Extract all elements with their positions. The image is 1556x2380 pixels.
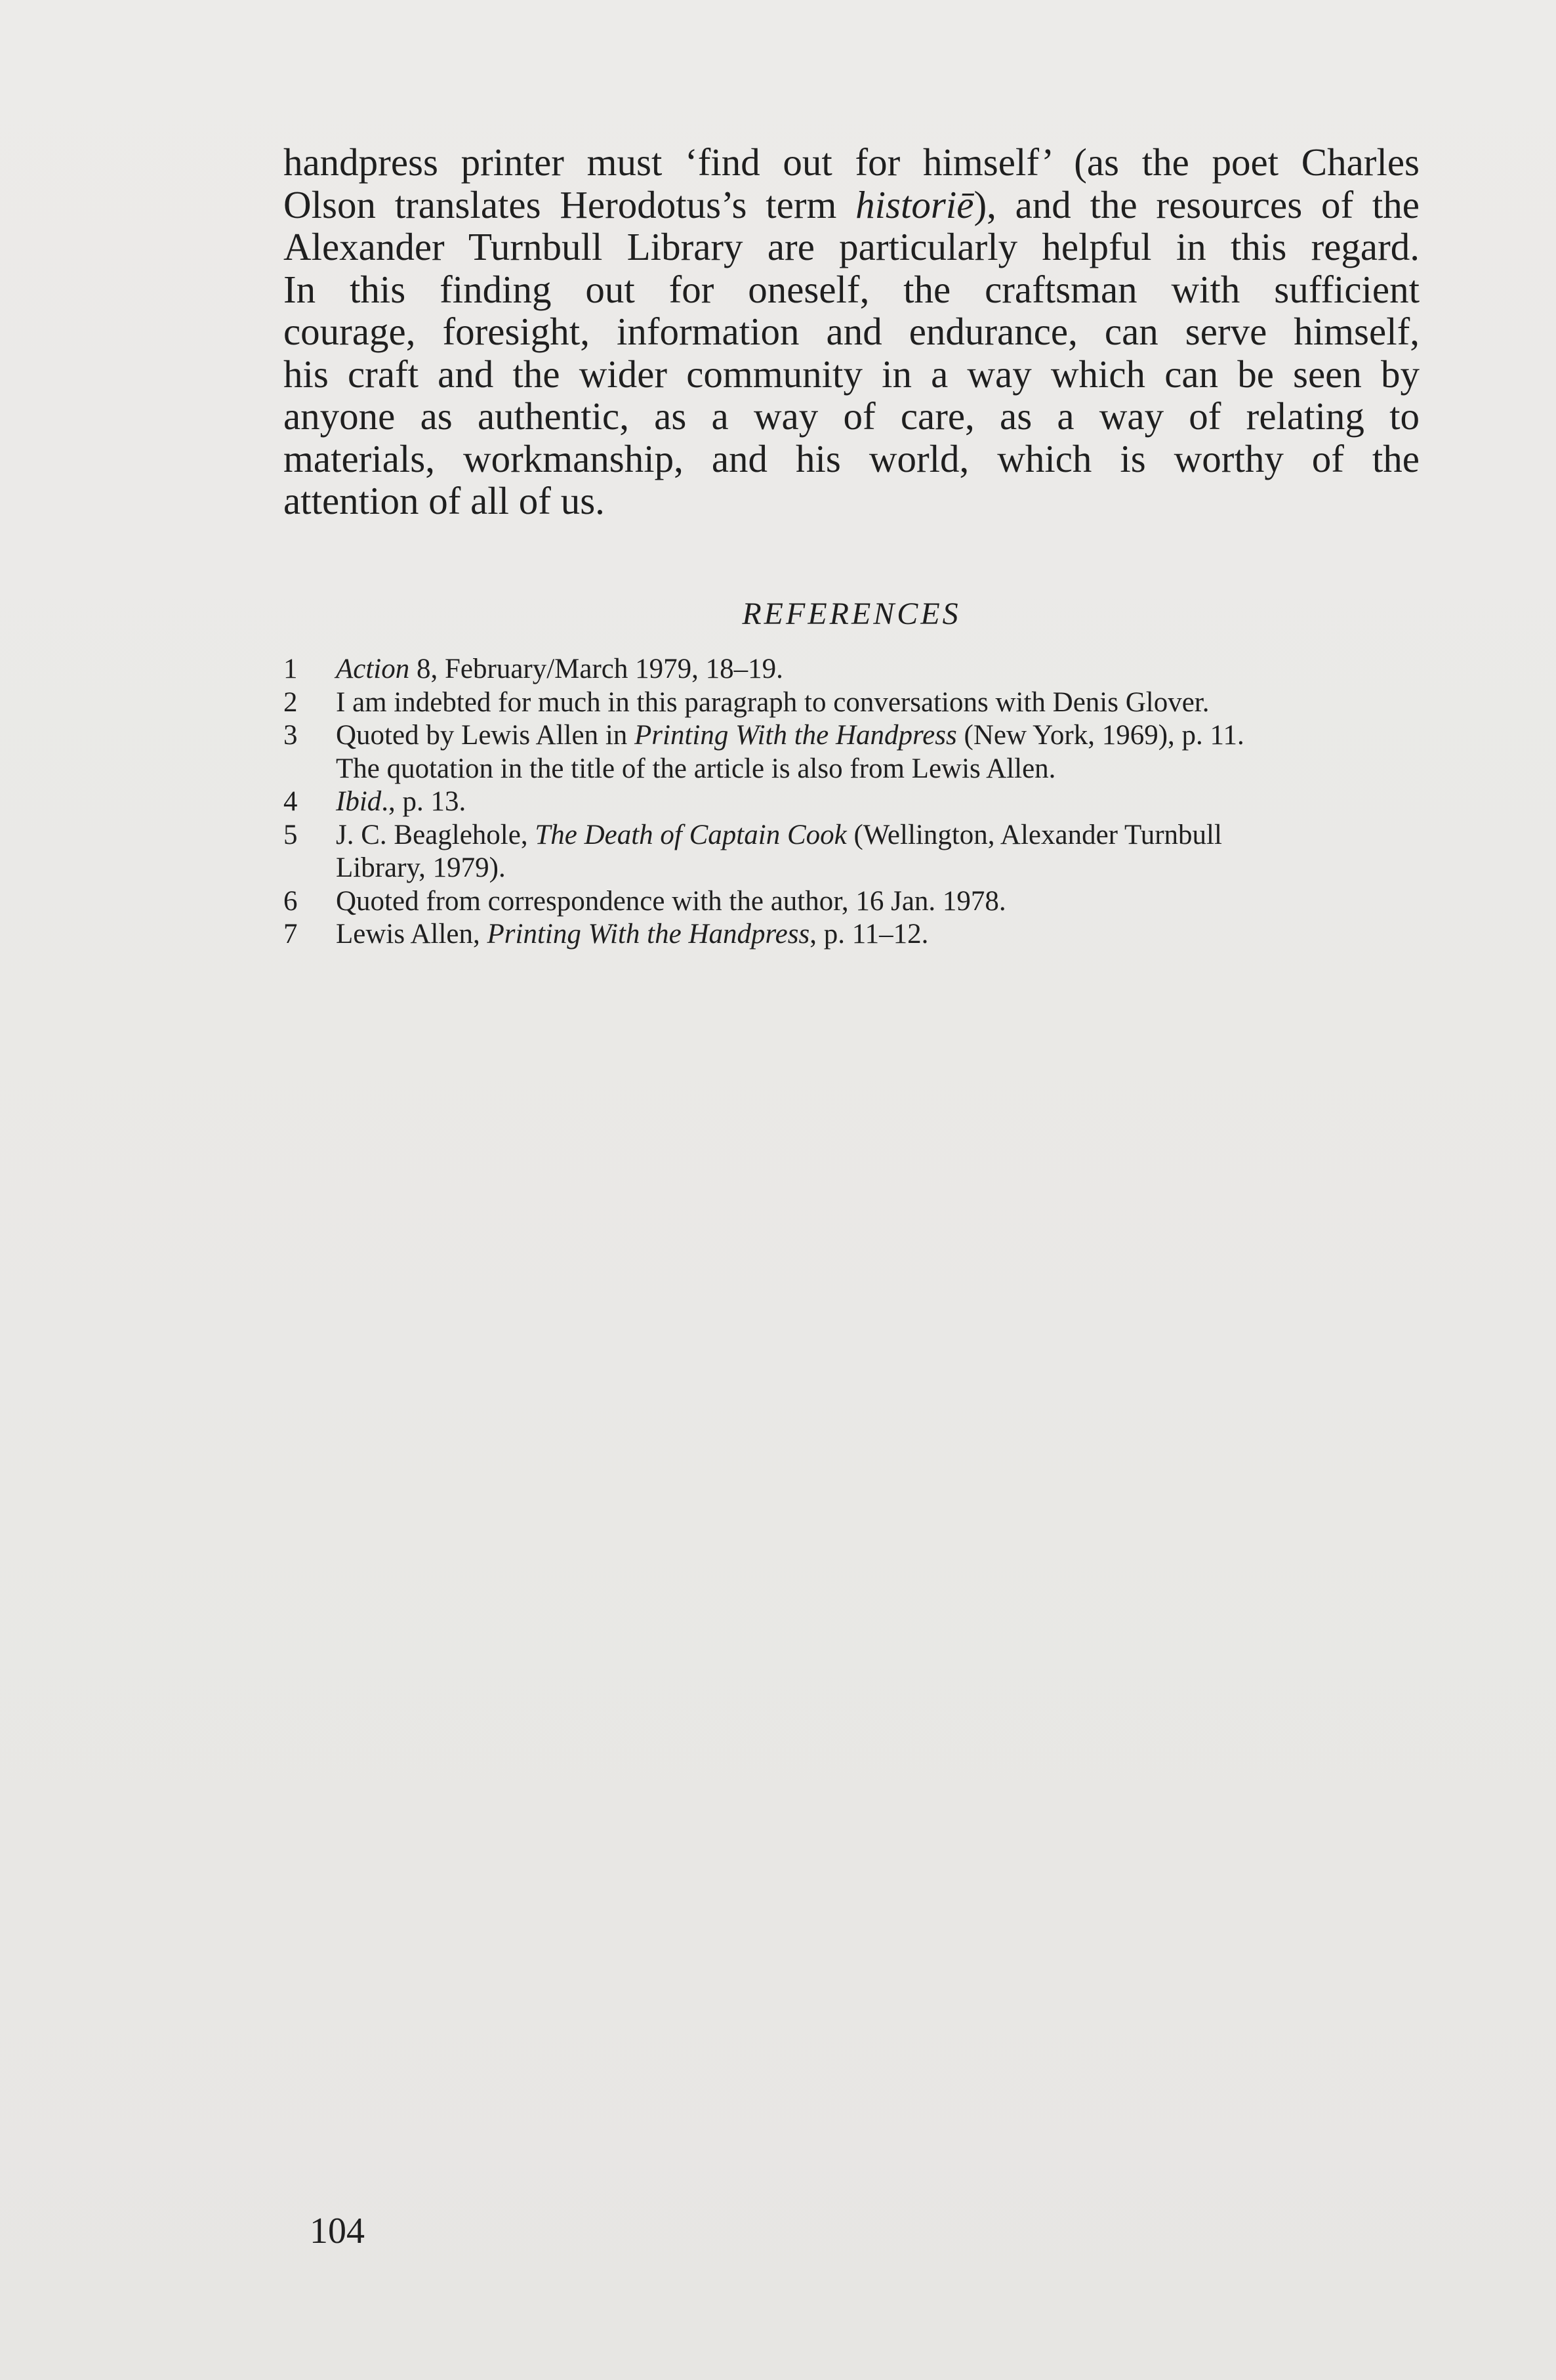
reference-text: Quoted from correspondence with the author, 16 Jan. 1978. xyxy=(336,885,1006,917)
reference-text: Ibid., p. 13. xyxy=(336,786,466,817)
body-line: anyone as authentic, as a way of care, as a way of relating to xyxy=(283,394,1420,438)
reference-item xyxy=(283,785,1438,819)
body-line: attention of all of us. xyxy=(283,479,605,522)
reference-continuation: The quotation in the title of the article is also from Lewis Allen. xyxy=(336,753,1056,784)
reference-number: 7 xyxy=(283,919,298,950)
reference-text: I am indebted for much in this paragraph to conversations with Denis Glover. xyxy=(336,686,1210,718)
page-number: 104 xyxy=(310,2211,365,2251)
body-line: courage, foresight, information and endurance, can serve himself, xyxy=(283,310,1420,353)
italic-term: historiē xyxy=(855,182,974,226)
reference-number: 2 xyxy=(283,686,298,718)
reference-number: 4 xyxy=(283,786,298,817)
body-paragraph xyxy=(283,141,1420,522)
reference-number: 6 xyxy=(283,885,298,917)
reference-title: Printing With the Handpress xyxy=(634,720,957,751)
reference-number: 3 xyxy=(283,720,298,751)
reference-item xyxy=(283,885,1438,919)
body-line: materials, workmanship, and his world, which is worthy of the xyxy=(283,436,1420,480)
reference-continuation: Library, 1979). xyxy=(336,852,506,883)
body-line-with-italic: Olson translates Herodotus’s term historiē), and the resources of the xyxy=(283,182,1420,226)
body-line: Alexander Turnbull Library are particularly helpful in this regard. xyxy=(283,225,1420,268)
reference-title: Printing With the Handpress xyxy=(487,919,810,950)
reference-text: Quoted by Lewis Allen in Printing With the Handpress (New York, 1969), p. 11. xyxy=(336,720,1244,751)
body-line: his craft and the wider community in a way which can be seen by xyxy=(283,352,1420,396)
body-line: handpress printer must ‘find out for himself’ (as the poet Charles xyxy=(283,140,1420,184)
reference-item xyxy=(283,719,1438,785)
reference-title: Action xyxy=(336,654,410,684)
reference-title: Ibid xyxy=(336,786,382,817)
reference-item xyxy=(283,819,1438,885)
reference-text: Action 8, February/March 1979, 18–19. xyxy=(336,654,783,684)
references-heading: REFERENCES xyxy=(742,596,961,631)
reference-text: J. C. Beaglehole, The Death of Captain Cook (Wellington, Alexander Turnbull xyxy=(336,819,1222,850)
reference-number: 5 xyxy=(283,819,298,850)
reference-number: 1 xyxy=(283,654,298,684)
reference-item xyxy=(283,653,1438,686)
reference-text: Lewis Allen, Printing With the Handpress, p. 11–12. xyxy=(336,919,929,950)
body-line: In this finding out for oneself, the craftsman with sufficient xyxy=(283,267,1420,311)
references-list xyxy=(283,653,1438,951)
reference-item xyxy=(283,918,1438,951)
reference-item xyxy=(283,686,1438,720)
reference-title: The Death of Captain Cook xyxy=(535,819,847,850)
